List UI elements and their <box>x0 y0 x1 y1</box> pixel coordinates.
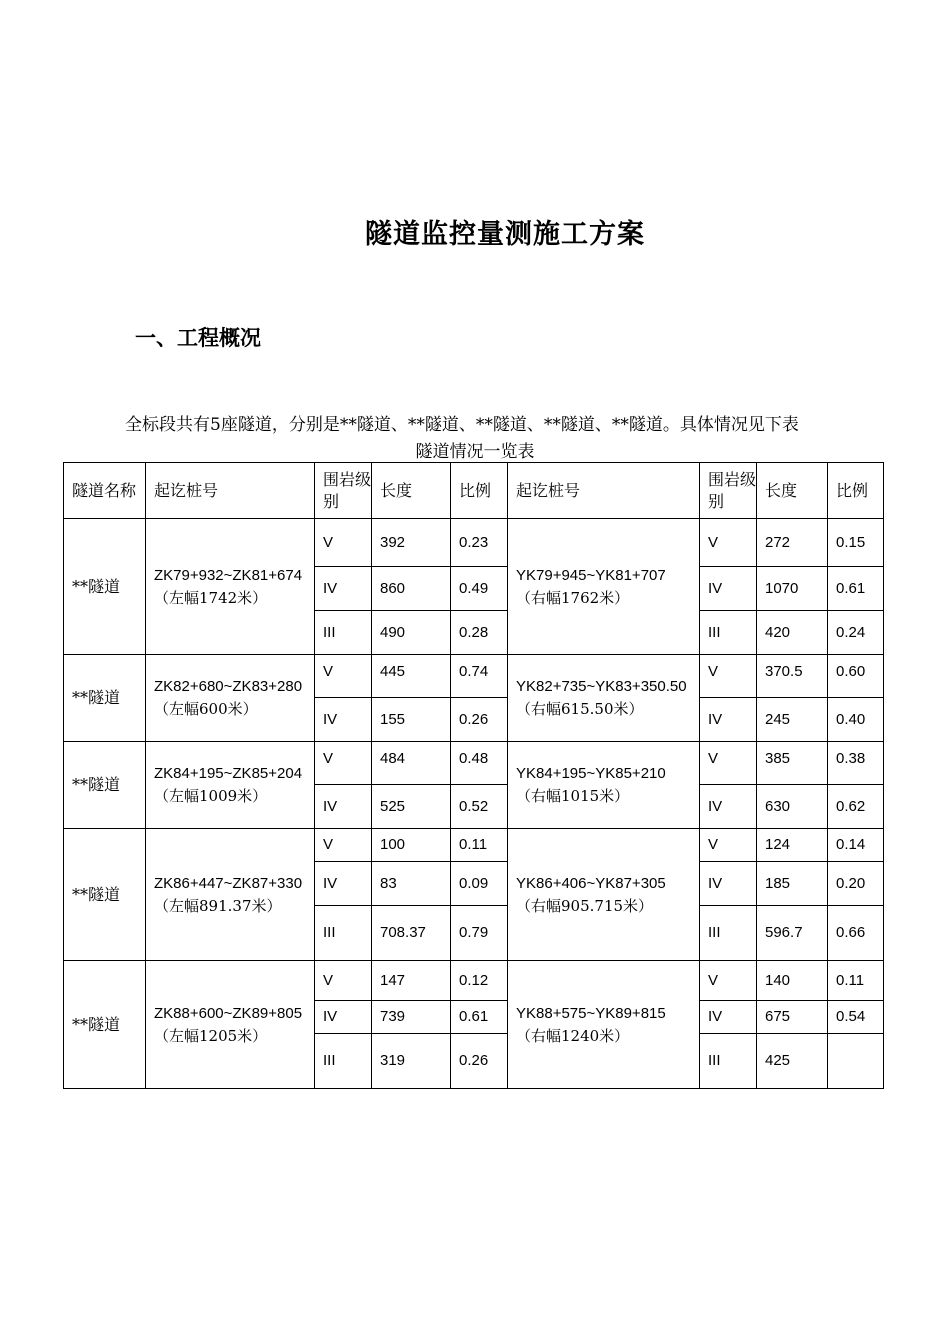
left-length-note: （左幅600米） <box>154 700 258 718</box>
left-rock-grade-cell: V <box>315 829 372 862</box>
right-length-note: （右幅1015米） <box>516 787 630 805</box>
right-ratio-cell: 0.20 <box>828 862 884 906</box>
right-ratio-cell: 0.24 <box>828 611 884 655</box>
left-station: ZK88+600~ZK89+805 <box>154 1004 303 1022</box>
left-station: ZK79+932~ZK81+674 <box>154 566 303 584</box>
right-ratio-cell: 0.54 <box>828 1001 884 1034</box>
right-station: YK88+575~YK89+815 <box>516 1004 666 1022</box>
header-cell: 隧道名称 <box>64 463 146 519</box>
left-station-cell <box>146 829 315 961</box>
right-length-cell: 675 <box>757 1001 828 1034</box>
right-length-cell: 1070 <box>757 567 828 611</box>
right-rock-grade-cell: V <box>700 961 757 1001</box>
right-rock-grade-cell: IV <box>700 1001 757 1034</box>
left-station-cell <box>146 655 315 742</box>
tunnel-name-cell: **隧道 <box>64 829 146 961</box>
right-station-cell <box>508 519 700 655</box>
right-rock-grade-cell: IV <box>700 698 757 742</box>
header-cell: 围岩级别 <box>700 463 757 519</box>
document-title: 隧道监控量测施工方案 <box>365 219 645 250</box>
left-length-cell: 525 <box>372 785 451 829</box>
header-cell: 长度 <box>372 463 451 519</box>
right-length-cell: 370.5 <box>757 655 828 698</box>
left-station: ZK82+680~ZK83+280 <box>154 678 303 695</box>
left-station-cell <box>146 961 315 1089</box>
right-station: YK82+735~YK83+350.50 <box>516 678 687 695</box>
tunnel-name-cell: **隧道 <box>64 742 146 829</box>
left-ratio-cell: 0.09 <box>451 862 508 906</box>
right-station: YK79+945~YK81+707 <box>516 566 666 584</box>
right-length-note: （右幅905.715米） <box>516 896 654 915</box>
left-rock-grade-cell: IV <box>315 1001 372 1034</box>
right-station: YK84+195~YK85+210 <box>516 765 666 782</box>
left-rock-grade-cell: III <box>315 906 372 961</box>
left-rock-grade-cell: V <box>315 655 372 698</box>
table-caption: 隧道情况一览表 <box>415 442 535 462</box>
left-length-cell: 319 <box>372 1034 451 1089</box>
right-rock-grade-cell: III <box>700 1034 757 1089</box>
table-row <box>64 961 884 1001</box>
intro-paragraph: 全标段共有5座隧道，分别是**隧道、**隧道、**隧道、**隧道、**隧道。具体情况见下表 <box>125 415 799 435</box>
right-rock-grade-cell: III <box>700 906 757 961</box>
right-length-cell: 596.7 <box>757 906 828 961</box>
left-length-cell: 490 <box>372 611 451 655</box>
tunnel-table <box>63 462 884 1089</box>
tunnel-name-cell: **隧道 <box>64 519 146 655</box>
left-length-cell: 445 <box>372 655 451 698</box>
left-rock-grade-cell: III <box>315 1034 372 1089</box>
left-length-note: （左幅891.37米） <box>154 896 282 915</box>
left-length-cell: 155 <box>372 698 451 742</box>
right-ratio-cell: 0.14 <box>828 829 884 862</box>
left-station: ZK86+447~ZK87+330 <box>154 874 303 892</box>
right-ratio-cell: 0.40 <box>828 698 884 742</box>
left-station: ZK84+195~ZK85+204 <box>154 765 303 782</box>
right-ratio-cell: 0.11 <box>828 961 884 1001</box>
right-length-cell: 245 <box>757 698 828 742</box>
header-cell: 围岩级别 <box>315 463 372 519</box>
right-station-cell <box>508 655 700 742</box>
left-ratio-cell: 0.12 <box>451 961 508 1001</box>
section-heading: 一、工程概况 <box>135 325 261 350</box>
left-rock-grade-cell: IV <box>315 567 372 611</box>
right-rock-grade-cell: V <box>700 742 757 785</box>
left-ratio-cell: 0.79 <box>451 906 508 961</box>
header-cell: 比例 <box>828 463 884 519</box>
left-length-cell: 860 <box>372 567 451 611</box>
right-ratio-cell: 0.62 <box>828 785 884 829</box>
tunnel-name-cell: **隧道 <box>64 655 146 742</box>
left-rock-grade-cell: IV <box>315 785 372 829</box>
left-ratio-cell: 0.26 <box>451 1034 508 1089</box>
right-length-note: （右幅615.50米） <box>516 700 644 718</box>
left-rock-grade-cell: V <box>315 742 372 785</box>
left-station-cell <box>146 519 315 655</box>
right-rock-grade-cell: V <box>700 829 757 862</box>
left-rock-grade-cell: V <box>315 961 372 1001</box>
left-length-note: （左幅1009米） <box>154 787 268 805</box>
left-length-cell: 708.37 <box>372 906 451 961</box>
left-ratio-cell: 0.28 <box>451 611 508 655</box>
table-header-row <box>64 463 884 519</box>
left-length-note: （左幅1742米） <box>154 588 268 607</box>
right-ratio-cell: 0.61 <box>828 567 884 611</box>
right-length-cell: 185 <box>757 862 828 906</box>
left-rock-grade-cell: V <box>315 519 372 567</box>
left-ratio-cell: 0.61 <box>451 1001 508 1034</box>
right-length-note: （右幅1240米） <box>516 1026 630 1045</box>
right-length-note: （右幅1762米） <box>516 588 630 607</box>
left-length-cell: 739 <box>372 1001 451 1034</box>
right-rock-grade-cell: V <box>700 655 757 698</box>
left-ratio-cell: 0.26 <box>451 698 508 742</box>
left-length-cell: 83 <box>372 862 451 906</box>
right-station-cell <box>508 829 700 961</box>
header-cell: 起讫桩号 <box>508 463 700 519</box>
right-rock-grade-cell: IV <box>700 567 757 611</box>
left-rock-grade-cell: IV <box>315 862 372 906</box>
right-rock-grade-cell: IV <box>700 785 757 829</box>
left-ratio-cell: 0.49 <box>451 567 508 611</box>
header-cell: 起讫桩号 <box>146 463 315 519</box>
table-row <box>64 519 884 567</box>
left-ratio-cell: 0.23 <box>451 519 508 567</box>
left-length-cell: 392 <box>372 519 451 567</box>
header-cell: 长度 <box>757 463 828 519</box>
right-length-cell: 272 <box>757 519 828 567</box>
left-ratio-cell: 0.11 <box>451 829 508 862</box>
table-row <box>64 655 884 698</box>
right-station: YK86+406~YK87+305 <box>516 874 666 892</box>
left-length-cell: 484 <box>372 742 451 785</box>
left-length-note: （左幅1205米） <box>154 1026 268 1045</box>
right-length-cell: 420 <box>757 611 828 655</box>
right-ratio-cell: 0.60 <box>828 655 884 698</box>
left-ratio-cell: 0.52 <box>451 785 508 829</box>
right-ratio-cell: 0.15 <box>828 519 884 567</box>
right-rock-grade-cell: IV <box>700 862 757 906</box>
tunnel-name-cell: **隧道 <box>64 961 146 1089</box>
right-ratio-cell: 0.38 <box>828 742 884 785</box>
table-row <box>64 829 884 862</box>
left-ratio-cell: 0.48 <box>451 742 508 785</box>
table-row <box>64 742 884 785</box>
right-ratio-cell <box>828 1034 884 1089</box>
right-length-cell: 385 <box>757 742 828 785</box>
right-rock-grade-cell: V <box>700 519 757 567</box>
left-rock-grade-cell: IV <box>315 698 372 742</box>
left-station-cell <box>146 742 315 829</box>
left-length-cell: 100 <box>372 829 451 862</box>
right-station-cell <box>508 961 700 1089</box>
right-length-cell: 630 <box>757 785 828 829</box>
left-rock-grade-cell: III <box>315 611 372 655</box>
right-length-cell: 140 <box>757 961 828 1001</box>
right-station-cell <box>508 742 700 829</box>
left-ratio-cell: 0.74 <box>451 655 508 698</box>
right-ratio-cell: 0.66 <box>828 906 884 961</box>
header-cell: 比例 <box>451 463 508 519</box>
right-length-cell: 425 <box>757 1034 828 1089</box>
right-rock-grade-cell: III <box>700 611 757 655</box>
right-length-cell: 124 <box>757 829 828 862</box>
left-length-cell: 147 <box>372 961 451 1001</box>
